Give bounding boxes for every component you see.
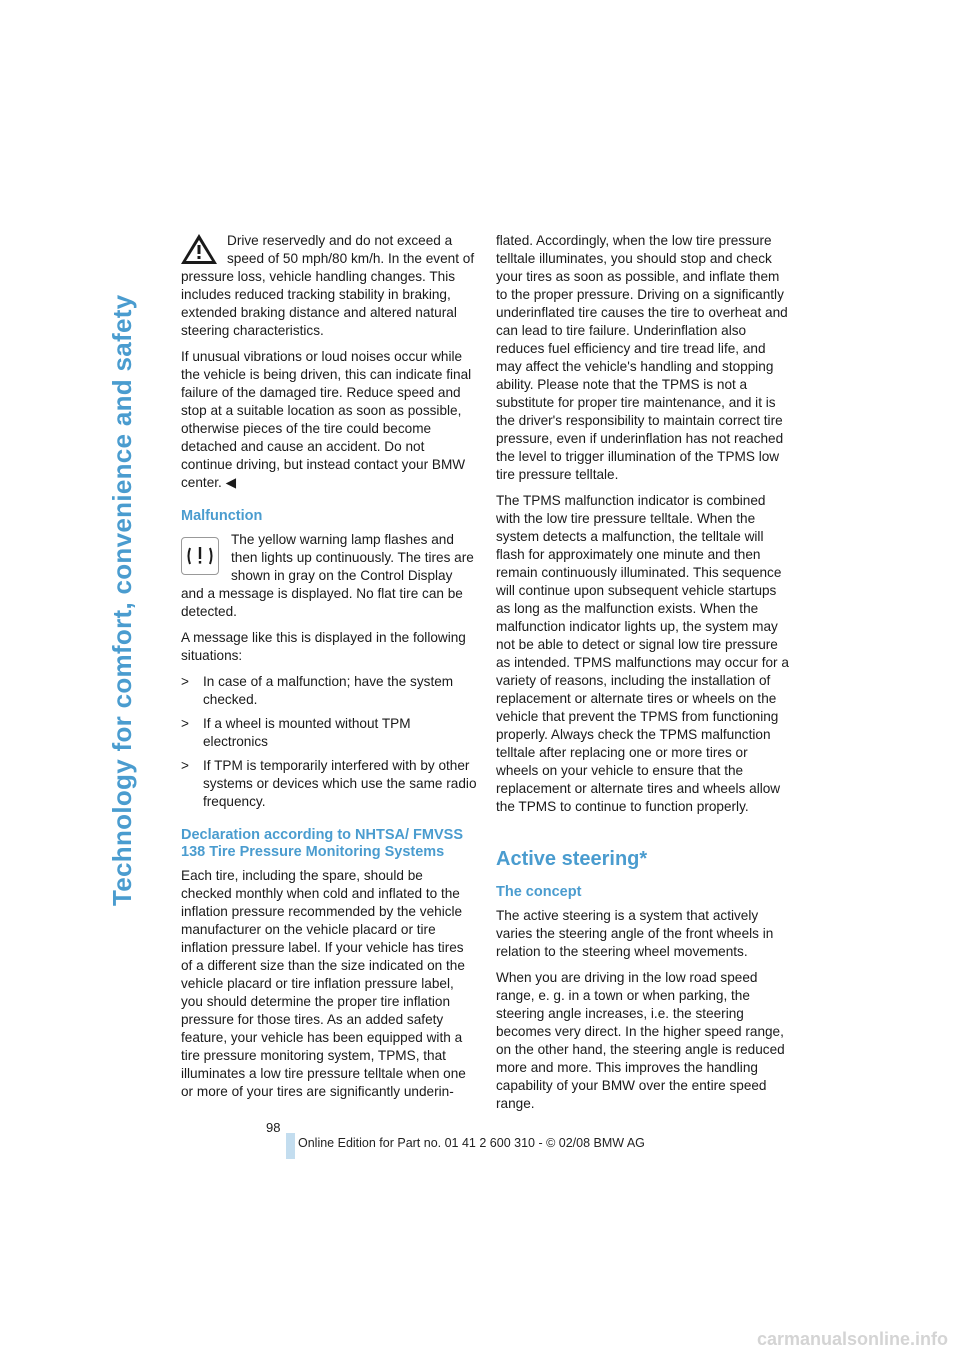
malfunction-paragraph-2: A message like this is displayed in the following situations: — [181, 630, 466, 663]
left-column — [181, 232, 477, 1109]
right-column — [496, 232, 792, 1121]
footer-accent-bar — [286, 1133, 295, 1159]
warning-paragraph-1: Drive reservedly and do not exceed a speed of 50 mph/80 km/h. In the event of pressure loss, vehicle handling changes. This includes reduced tracking stability in braking, extended braking distance and altered natural steering characteristics. — [181, 233, 475, 338]
concept-heading: The concept — [496, 884, 582, 900]
end-mark: ◀ — [225, 475, 237, 490]
nhtsa-heading: Declaration according to NHTSA/ FMVSS 138 Tire Pressure Monitoring Systems — [181, 827, 463, 860]
watermark: carmanualsonline.info — [756, 1329, 948, 1349]
list-item: > In case of a malfunction; have the system checked. — [181, 674, 454, 707]
page-number: 98 — [266, 1120, 281, 1135]
tpms-paragraph-1: flated. Accordingly, when the low tire pressure telltale illuminates, you should stop and check your tires as soon as possible, and inflate them to the proper pressure. Driving on a significantly underinflated tire causes the tire to overheat and can lead to tire failure. Underinflation also reduces fuel efficiency and tire tread life, and may affect the vehicle's handling and stopping ability. Please note that the TPMS is not a substitute for proper tire maintenance, and it is the driver's responsibility to maintain correct tire pressure, even if underinflation has not reached the level to trigger illumination of the TPMS low tire pressure telltale. — [496, 233, 788, 482]
concept-paragraph-1: The active steering is a system that actively varies the steering angle of the front wheels in relation to the steering wheel movements. — [496, 908, 774, 959]
warning-triangle-icon — [179, 232, 219, 266]
malfunction-heading: Malfunction — [181, 508, 263, 524]
tire-pressure-warning-icon — [181, 537, 219, 575]
side-section-title: Technology for comfort, convenience and safety — [107, 294, 137, 906]
list-item: > If TPM is temporarily interfered with by other systems or devices which use the same radio frequency. — [181, 758, 477, 809]
footer-edition-text: Online Edition for Part no. 01 41 2 600 310 - © 02/08 BMW AG — [298, 1136, 645, 1150]
nhtsa-paragraph-1: Each tire, including the spare, should be checked monthly when cold and inflated to the inflation pressure recommended by the vehicle manufacturer on the vehicle placard or tire inflation pressure label. If your vehicle has tires of a different size than the size indicated on the vehicle placard or tire inflation pressure label, you should determine the proper tire inflation pressure for those tires. As an added safety feature, your vehicle has been equipped with a tire pressure monitoring system, TPMS, that illuminates a low tire pressure telltale when one or more of your tires are significantly underin- — [181, 868, 466, 1099]
tpms-paragraph-2: The TPMS malfunction indicator is combined with the low tire pressure telltale. When the system detects a malfunction, the telltale will flash for approximately one minute and then remain continuously illuminated. This sequence will continue upon subsequent vehicle startups as long as the malfunction exists. When the malfunction indicator lights up, the system may not be able to detect or signal low tire pressure as intended. TPMS malfunctions may occur for a variety of reasons, including the installation of replacement or alternate tires or wheels on the vehicle that prevent the TPMS from functioning properly. Always check the TPMS malfunction telltale after replacing one or more tires or wheels on your vehicle to ensure that the replacement or alternate tires and wheels allow the TPMS to continue to function properly. — [496, 493, 789, 814]
warning-paragraph-2: If unusual vibrations or loud noises occur while the vehicle is being driven, this can indicate final failure of the damaged tire. Reduce speed and stop at a suitable location as soon as possible, otherwise pieces of the tire could become detached and cause an accident. Do not continue driving, but instead contact your BMW center. ◀ — [181, 349, 472, 490]
malfunction-bullet-list — [181, 673, 477, 811]
active-steering-heading: Active steering* — [496, 848, 648, 870]
malfunction-paragraph-1: The yellow warning lamp flashes and then lights up continuously. The tires are shown in gray on the Control Display and a message is displayed. No flat tire can be detected. — [181, 532, 474, 619]
concept-paragraph-2: When you are driving in the low road speed range, e. g. in a town or when parking, the steering angle increases, i.e. the steering becomes very direct. In the higher speed range, on the other hand, the steering angle is reduced more and more. This improves the handling capability of your BMW over the entire speed range. — [496, 970, 785, 1111]
list-item: > If a wheel is mounted without TPM electronics — [181, 716, 411, 749]
